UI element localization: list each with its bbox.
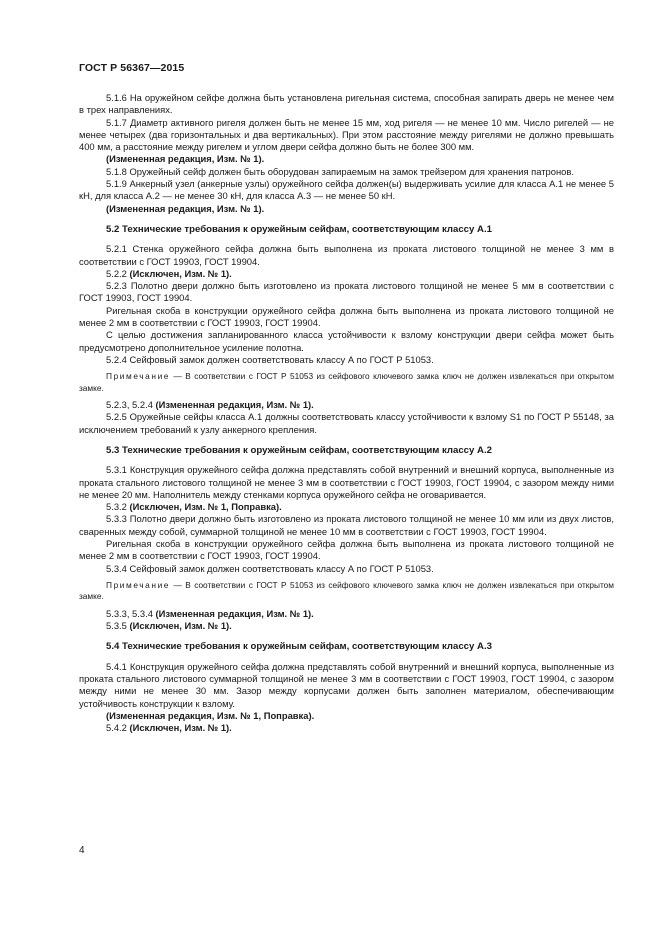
clause-5-2-3: 5.2.3 Полотно двери должно быть изготовлено из проката листового толщиной не менее 5 мм в соответствии с ГОСТ 19903, ГОСТ 19904. [79, 280, 614, 304]
clause-number: 5.4.2 [106, 722, 130, 734]
clause-number: 5.3.5 [106, 620, 130, 632]
clause-5-1-8: 5.1.8 Оружейный сейф должен быть оборудован запираемым на замок трейзером для хранения патронов. [106, 165, 574, 177]
clause-5-3-2 [79, 501, 614, 513]
clause-5-2-3-scoba: Ригельная скоба в конструкции оружейного сейфа должна быть выполнена из проката листового толщиной не менее 2 мм в соответствии с ГОСТ 19903, ГОСТ 19904. [79, 304, 614, 329]
clause-5-2-2 [79, 268, 614, 280]
change-note: (Измененная редакция, Изм. № 1, Поправка). [106, 709, 315, 721]
clause-number: 5.2.3, 5.2.4 [106, 399, 156, 411]
amendment-mark: (Исключен, Изм. № 1, Поправка). [129, 501, 282, 513]
amendment-mark: (Измененная редакция, Изм. № 1). [155, 607, 314, 619]
document-body [79, 92, 614, 734]
clause-5-1-9: 5.1.9 Анкерный узел (анкерные узлы) оружейного сейфа должен(ы) выдерживать усилие для класса А.1 не менее 5 кН, для класса А.2 — не менее 30 кН, для класса А.3 — не менее 50 кН. [79, 178, 614, 202]
amendment-mark: (Исключен, Изм. № 1). [129, 620, 232, 632]
note [79, 371, 614, 394]
clause-5-2-4: 5.2.4 Сейфовый замок должен соответствовать классу А по ГОСТ Р 51053. [106, 353, 434, 365]
section-heading-5-2: 5.2 Технические требования к оружейным сейфам, соответствующим классу А.1 [106, 223, 492, 235]
clause-5-4-2 [79, 722, 614, 734]
clause-number: 5.2.2 [106, 267, 130, 279]
change-note: (Измененная редакция, Изм. № 1). [106, 153, 265, 165]
clause-5-2-3-5-2-4-change [79, 399, 614, 411]
clause-number: 5.3.2 [106, 501, 130, 513]
amendment-mark: (Исключен, Изм. № 1). [129, 267, 232, 279]
note-label: Примечание [106, 579, 171, 590]
note [79, 580, 614, 603]
clause-5-3-3-scoba: Ригельная скоба в конструкции оружейного сейфа должна быть выполнена из проката листового толщиной не менее 2 мм в соответствии с ГОСТ 19903, ГОСТ 19904. [79, 538, 614, 562]
note-text: — В соответствии с ГОСТ Р 51053 из сейфового ключевого замка ключ не должен извлекаться при открытом замке. [79, 371, 614, 393]
section-heading-5-3: 5.3 Технические требования к оружейным сейфам, соответствующим классу А.2 [106, 444, 492, 456]
clause-number: 5.3.3, 5.3.4 [106, 607, 156, 619]
clause-5-2-1: 5.2.1 Стенка оружейного сейфа должна быть выполнена из проката листового толщиной не менее 3 мм в соответствии с ГОСТ 19903, ГОСТ 19904. [79, 243, 614, 267]
clause-5-2-5: 5.2.5 Оружейные сейфы класса А.1 должны соответствовать классу устойчивости к взлому S1 по ГОСТ Р 55148, за исключением требований к узлу анкерного крепления. [79, 411, 614, 435]
clause-5-1-7: 5.1.7 Диаметр активного ригеля должен быть не менее 15 мм, ход ригеля — не менее 10 мм. Число ригелей — не менее четырех (два горизонтальных и два вертикальных). При этом расстояние между ригелями не должно превышать 400 мм, а расстояние между ригелем и углом двери сейфа должно быть не более 300 мм. [79, 116, 614, 153]
amendment-mark: (Измененная редакция, Изм. № 1). [155, 399, 314, 411]
section-heading-5-4: 5.4 Технические требования к оружейным сейфам, соответствующим классу А.3 [106, 641, 492, 653]
clause-5-3-3-5-3-4-change [79, 608, 614, 620]
clause-5-2-3-reinforce: С целью достижения запланированного класса устойчивости к взлому конструкции двери сейфа может быть предусмотрено дополнительное усиление полотна. [79, 329, 614, 353]
ref-text [106, 399, 314, 410]
note-label: Примечание [106, 371, 171, 382]
change-note: (Измененная редакция, Изм. № 1). [106, 202, 265, 214]
page-number: 4 [79, 845, 85, 856]
amendment-mark: (Исключен, Изм. № 1). [129, 722, 232, 734]
clause-5-3-3: 5.3.3 Полотно двери должно быть изготовлено из проката листового толщиной не менее 10 мм или из двух листов, сваренных между собой, суммарной толщиной не менее 10 мм в соответствии с ГОСТ 19903, ГОСТ 19904. [79, 513, 614, 537]
clause-5-3-4: 5.3.4 Сейфовый замок должен соответствовать классу А по ГОСТ Р 51053. [106, 562, 434, 574]
clause-5-3-1: 5.3.1 Конструкция оружейного сейфа должна представлять собой внутренний и внешний корпуса, выполненные из проката стального листового толщиной не менее 3 мм в соответствии с ГОСТ 19903, ГОСТ 19904, с зазором между ними не менее 20 мм. Наполнитель между стенками корпуса оружейного сейфа не оговаривается. [79, 464, 614, 500]
note-text: — В соответствии с ГОСТ Р 51053 из сейфового ключевого замка ключ не должен извлекаться при открытом замке. [79, 579, 614, 602]
clause-5-1-6: 5.1.6 На оружейном сейфе должна быть установлена ригельная система, способная запирать дверь не менее чем в трех направлениях. [79, 92, 614, 116]
clause-5-3-5 [79, 620, 614, 632]
document-header: ГОСТ Р 56367—2015 [79, 62, 185, 74]
clause-5-4-1: 5.4.1 Конструкция оружейного сейфа должна представлять собой внутренний и внешний корпуса, выполненные из проката стального листового суммарной толщиной не менее 3 мм в соответствии с ГОСТ 19903, ГОСТ 19904, с зазором между ними не менее 30 мм. Зазор между корпусами должен быть заполнен материалом, обеспечивающим устойчивость конструкции к взлому. [79, 660, 614, 709]
